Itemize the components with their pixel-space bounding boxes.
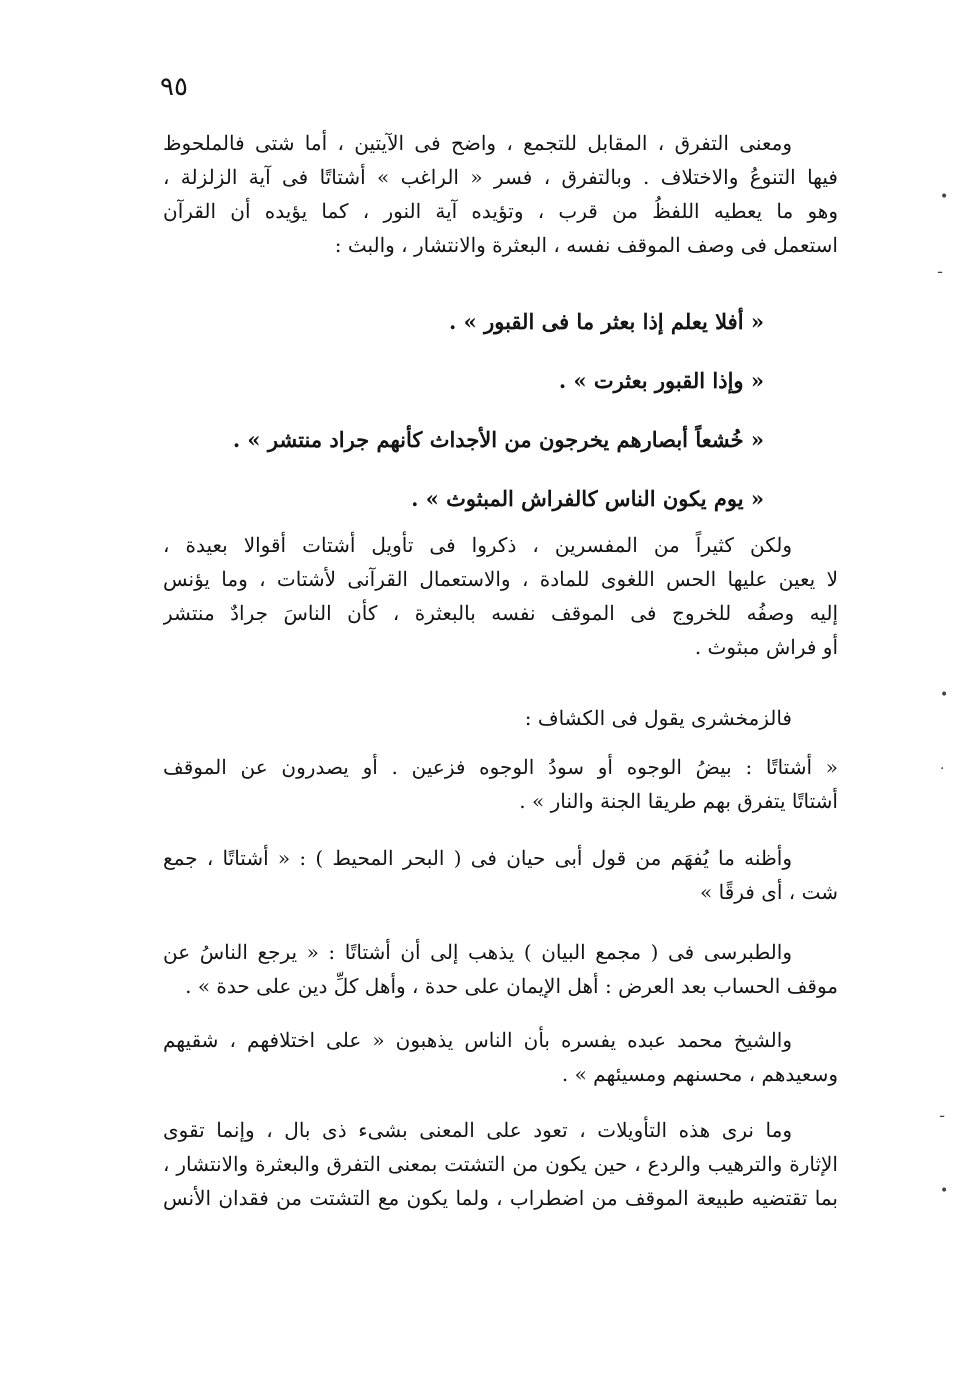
text-line: أو فراش مبثوث .	[694, 635, 838, 659]
scan-speck: •	[940, 189, 949, 205]
paragraph-8	[163, 1113, 838, 1215]
text-line: بما تقتضيه طبيعة الموقف من اضطراب ، ولما يكون مع التشتت من فقدان الأنس	[163, 1186, 838, 1210]
verse-line: « خُشعاً أبصارهم يخرجون من الأجداث كأنهم جراد منتشر » .	[232, 427, 764, 452]
page-number: ٩٥	[160, 72, 188, 102]
quran-verse	[163, 482, 838, 516]
paragraph-7	[163, 1023, 838, 1091]
quran-verse	[163, 423, 838, 457]
text-line: والشيخ محمد عبده يفسره بأن الناس يذهبون « على اختلافهم ، شقيهم	[163, 1028, 792, 1052]
text-line: والطبرسى فى ( مجمع البيان ) يذهب إلى أن أشتاتًا : « يرجع الناسُ عن	[163, 940, 792, 964]
paragraph-4	[163, 750, 838, 818]
text-line: ومعنى التفرق ، المقابل للتجمع ، واضح فى الآيتين ، أما شتى فالملحوظ	[163, 131, 792, 155]
verse-line: « أفلا يعلم إذا بعثر ما فى القبور » .	[449, 309, 764, 334]
text-line: وسعيدهم ، محسنهم ومسيئهم » .	[561, 1062, 838, 1086]
text-line: لا يعين عليها الحس اللغوى للمادة ، والاستعمال القرآنى لأشتات ، وما يؤنس	[163, 567, 838, 591]
scan-speck: ·	[940, 761, 945, 777]
quran-verse	[163, 364, 838, 398]
text-line: موقف الحساب بعد العرض : أهل الإيمان على حدة ، وأهل كلِّ دين على حدة » .	[185, 974, 838, 998]
scan-speck: ـ	[940, 1105, 945, 1121]
scan-speck: •	[940, 687, 949, 703]
quran-verse	[163, 305, 838, 339]
paragraph-2	[163, 528, 838, 664]
paragraph-6	[163, 935, 838, 1003]
text-line: وما نرى هذه التأويلات ، تعود على المعنى بشىء ذى بال ، وإنما تقوى	[163, 1118, 792, 1142]
text-line: وأظنه ما يُفهَم من قول أبى حيان فى ( البحر المحيط ) : « أشتاتًا ، جمع	[163, 846, 792, 870]
text-line: فالزمخشرى يقول فى الكشاف :	[524, 706, 792, 730]
text-line: أشتاتًا يتفرق بهم طريقا الجنة والنار » .	[519, 789, 838, 813]
text-line: شت ، أى فرقًا »	[700, 880, 838, 904]
text-line: إليه وصفُه للخروج فى الموقف نفسه بالبعثرة ، كأن الناسَ جرادٌ منتشر	[163, 601, 838, 625]
paragraph-5	[163, 841, 838, 909]
scan-speck: •	[940, 1183, 949, 1199]
verse-line: « يوم يكون الناس كالفراش المبثوث » .	[411, 486, 764, 511]
text-line: وهو ما يعطيه اللفظُ من قرب ، وتؤيده آية النور ، كما يؤيده أن القرآن	[163, 199, 838, 223]
text-line: ولكن كثيراً من المفسرين ، ذكروا فى تأويل أشتات أقوالا بعيدة ،	[163, 533, 792, 557]
paragraph-3	[163, 701, 838, 735]
verse-line: « وإذا القبور بعثرت » .	[558, 368, 764, 393]
paragraph-1	[163, 126, 838, 262]
text-line: فيها التنوعُ والاختلاف . وبالتفرق ، فسر « الراغب » أشتاتًا فى آية الزلزلة ،	[163, 165, 838, 189]
text-line: « أشتاتًا : بيضُ الوجوه أو سودُ الوجوه فزعين . أو يصدرون عن الموقف	[163, 755, 838, 779]
scan-speck: ـ	[938, 261, 943, 277]
text-line: استعمل فى وصف الموقف نفسه ، البعثرة والانتشار ، والبث :	[334, 233, 838, 257]
text-line: الإثارة والترهيب والردع ، حين يكون من التشتت بمعنى التفرق والبعثرة والانتشار ،	[163, 1152, 838, 1176]
